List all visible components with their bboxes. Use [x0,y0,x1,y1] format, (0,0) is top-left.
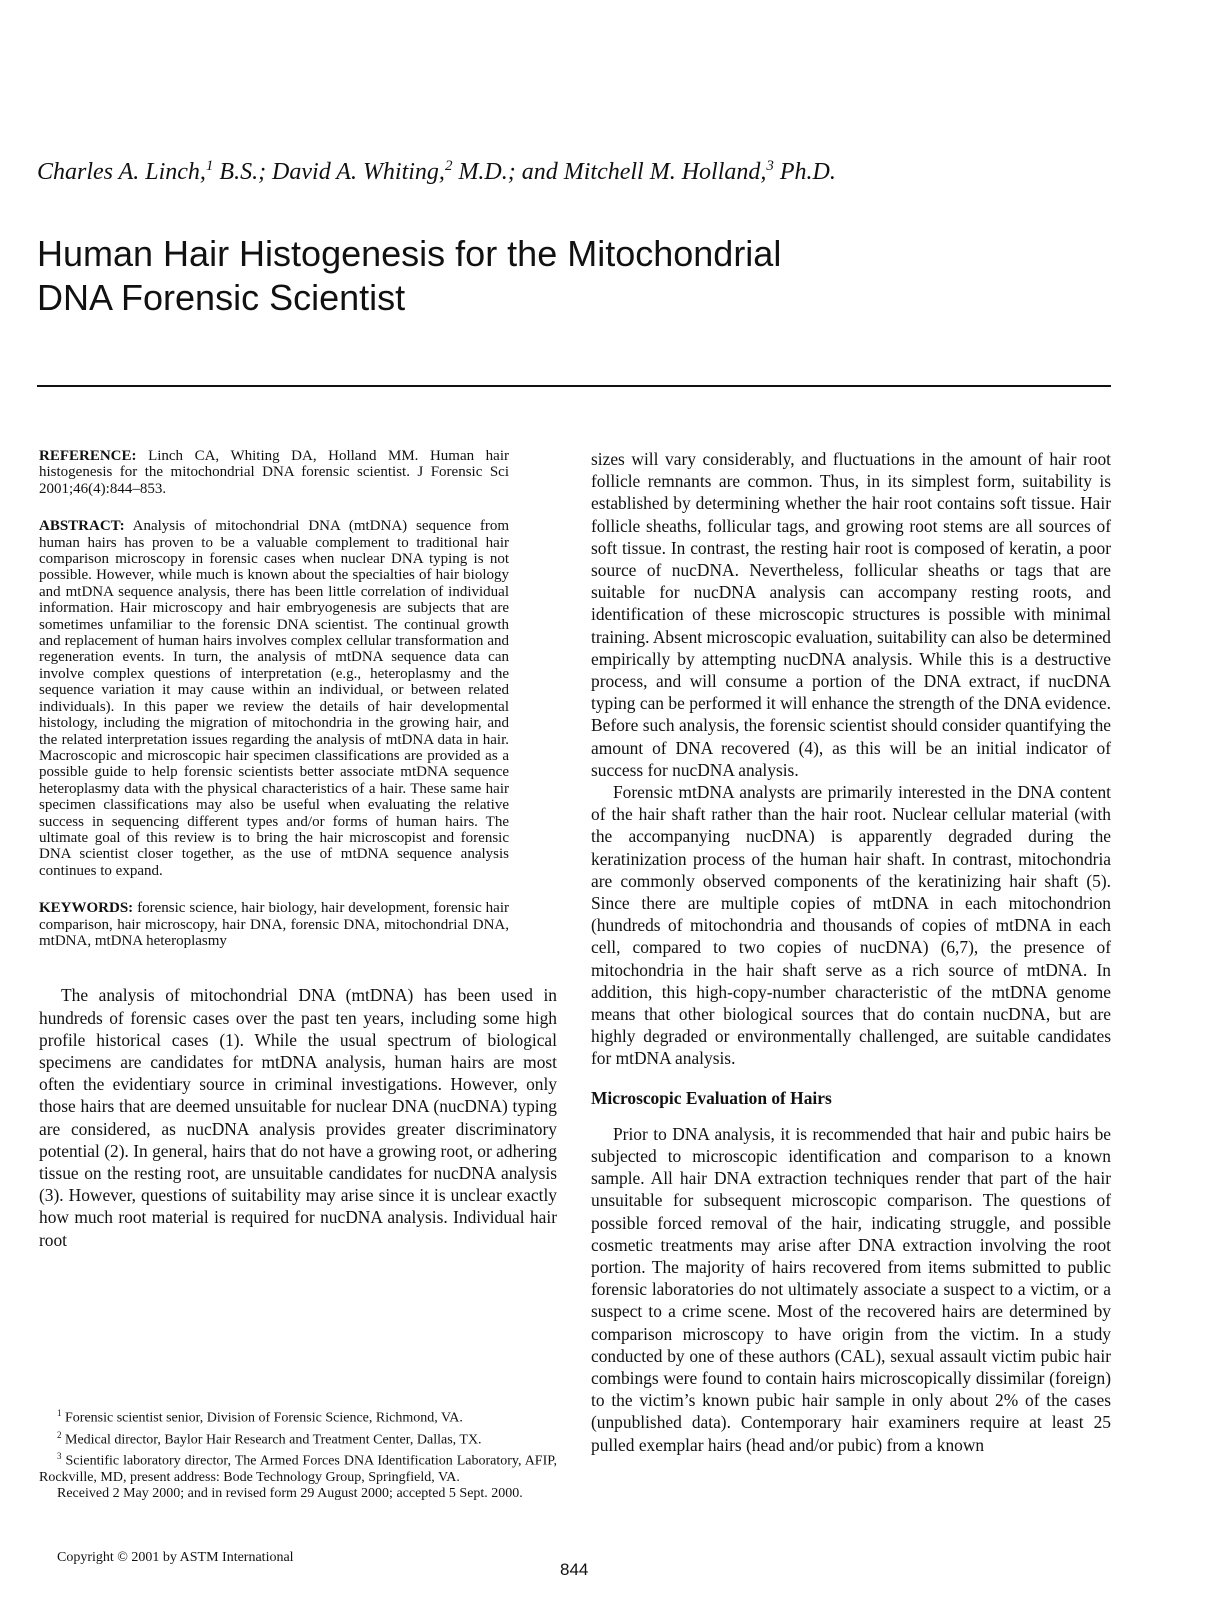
keywords-text: forensic science, hair biology, hair development, forensic hair comparison, hair microscopy, hair DNA, forensic DNA, mitochondrial DNA, mtDNA, mtDNA heteroplasmy [39,900,509,949]
footnote-3 [39,1448,557,1486]
footnote-2-mark: 2 [57,1429,62,1440]
footnote-1-mark: 1 [57,1408,62,1418]
copyright-notice: Copyright © 2001 by ASTM International [57,1550,294,1565]
author-3-name: M.D.; and Mitchell M. Holland, [452,159,767,185]
body-paragraph: sizes will vary considerably, and fluctuations in the amount of hair root follicle remnants are common. Thus, in its simplest form, suitability is established by determining whether the hair root contains soft tissue. Hair follicle sheaths, follicular tags, and growing root stems are all sources of soft tissue. In contrast, the resting hair root is composed of keratin, a poor source of nucDNA. Nevertheless, follicular sheaths or tags that are suitable for nucDNA analysis can accompany resting roots, and identification of these microscopic structures is possible with minimal training. Absent microscopic evaluation, suitability can also be determined empirically by attempting nucDNA analysis. While this is a destructive process, and will consume a portion of the DNA extract, if nucDNA typing can be performed it will enhance the strength of the DNA evidence. Before such analysis, the forensic scientist should consider quantifying the amount of DNA recovered (4), as this will be an initial indicator of success for nucDNA analysis. [591,449,1111,780]
footnotes [39,1405,557,1502]
keywords-block [39,900,509,949]
section-heading: Microscopic Evaluation of Hairs [591,1087,832,1108]
reference-text: Linch CA, Whiting DA, Holland MM. Human hair histogenesis for the mitochondrial DNA forensic scientist. J Forensic Sci 2001;46(4):844–853. [39,448,509,497]
title-divider [37,385,1111,387]
author-3-degree: Ph.D. [773,159,836,185]
footnote-1-text: Forensic scientist senior, Division of Forensic Science, Richmond, VA. [61,1410,463,1426]
footnote-3-text: Scientific laboratory director, The Armed Forces DNA Identification Laboratory, AFIP, Rockville, MD, present address: Bode Technology Group, Springfield, VA. [39,1453,557,1485]
footnote-2 [39,1427,557,1449]
footnote-2-text: Medical director, Baylor Hair Research and Treatment Center, Dallas, TX. [61,1432,482,1448]
page-number: 844 [560,1560,589,1579]
body-paragraph: Forensic mtDNA analysts are primarily interested in the DNA content of the hair shaft rather than the hair root. Nuclear cellular material (with the accompanying nucDNA) is apparently degraded during the keratinization process of the human hair shaft. In contrast, mitochondria are commonly observed components of the keratinizing hair shaft (5). Since there are multiple copies of mtDNA in each mitochondrion (hundreds of mitochondria and thousands of copies of mtDNA in each cell, compared to two copies of nucDNA) (6,7), the presence of mitochondria in the hair shaft serve as a rich source of mtDNA. In addition, this high-copy-number characteristic of the mtDNA genome means that other biological sources that do contain nucDNA, but are highly degraded or environmentally challenged, are suitable candidates for mtDNA analysis. [591,782,1111,1069]
author-2-name: B.S.; David A. Whiting, [213,159,445,185]
reference-label: REFERENCE: [39,448,137,464]
author-1-name: Charles A. Linch, [37,159,206,185]
author-line [37,158,1137,186]
right-column [591,448,1111,1456]
abstract-block [39,518,509,879]
footnote-3-mark: 3 [57,1451,62,1462]
author-2-affil-mark: 2 [444,158,453,174]
author-3-affil-mark: 3 [766,158,774,174]
keywords-label: KEYWORDS: [39,900,134,917]
abstract-label: ABSTRACT: [39,518,125,535]
footnote-1 [39,1405,557,1427]
body-paragraph: The analysis of mitochondrial DNA (mtDNA) has been used in hundreds of forensic cases over the past ten years, including some high profile historical cases (1). While the usual spectrum of biological specimens are candidates for mtDNA analysis, human hairs are most often the evidentiary source in criminal investigations. However, only those hairs that are deemed unsuitable for nuclear DNA (nucDNA) typing are considered, as nucDNA analysis provides greater discriminatory potential (2). In general, hairs that do not have a growing root, or adhering tissue on the resting root, are unsuitable candidates for nucDNA analysis (3). However, questions of suitability may arise since it is unclear exactly how much root material is required for nucDNA analysis. Individual hair root [39,985,557,1250]
reference-block [39,448,509,497]
title-line-1: Human Hair Histogenesis for the Mitochondrial [37,233,782,274]
received-dates: Received 2 May 2000; and in revised form 29 August 2000; accepted 5 Sept. 2000. [57,1485,523,1501]
author-1-affil-mark: 1 [205,158,214,174]
body-paragraph: Prior to DNA analysis, it is recommended that hair and pubic hairs be subjected to microscopic identification and comparison to a known sample. All hair DNA extraction techniques render that part of the hair unsuitable for subsequent microscopic comparison. The questions of possible forced removal of the hair, indicating struggle, and possible cosmetic treatments may arise after DNA extraction involving the root portion. The majority of hairs recovered from items submitted to public forensic laboratories do not ultimately associate a suspect to a victim, or a suspect to a crime scene. Most of the recovered hairs are determined by comparison microscopy to have origin from the victim. In a study conducted by one of these authors (CAL), sexual assault victim pubic hair combings were found to contain hairs microscopically dissimilar (foreign) to the victim’s known pubic hair sample in only about 2% of the cases (unpublished data). Contemporary hair examiners require at least 25 pulled exemplar hairs (head and/or pubic) from a known [591,1123,1111,1455]
title-line-2: DNA Forensic Scientist [37,277,406,318]
left-column [39,448,557,1251]
paper-title [37,232,1097,320]
abstract-text: Analysis of mitochondrial DNA (mtDNA) sequence from human hairs has proven to be a valuable complement to traditional hair comparison microscopy in forensic cases when nuclear DNA typing is not possible. However, while much is known about the specialties of hair biology and mtDNA sequence analysis, there has been little correlation of individual information. Hair microscopy and hair embryogenesis are subjects that are sometimes unfamiliar to the forensic DNA scientist. The continual growth and replacement of human hairs involves complex cellular transformation and regeneration events. In turn, the analysis of mtDNA sequence data can involve complex questions of interpretation (e.g., heteroplasmy and the sequence variation it may cause within an individual, or between related individuals). In this paper we review the details of hair developmental histology, including the migration of mitochondria in the growing hair, and the related interpretation issues regarding the analysis of mtDNA data in hair. Macroscopic and microscopic hair specimen classifications are provided as a possible guide to help forensic scientists better associate mtDNA sequence heteroplasmy data with the physical characteristics of a hair. These same hair specimen classifications may also be useful when evaluating the relative success in sequencing different types and/or forms of human hairs. The ultimate goal of this review is to bring the hair microscopist and forensic DNA scientist closer together, as the use of mtDNA sequence analysis continues to expand. [39,518,509,879]
